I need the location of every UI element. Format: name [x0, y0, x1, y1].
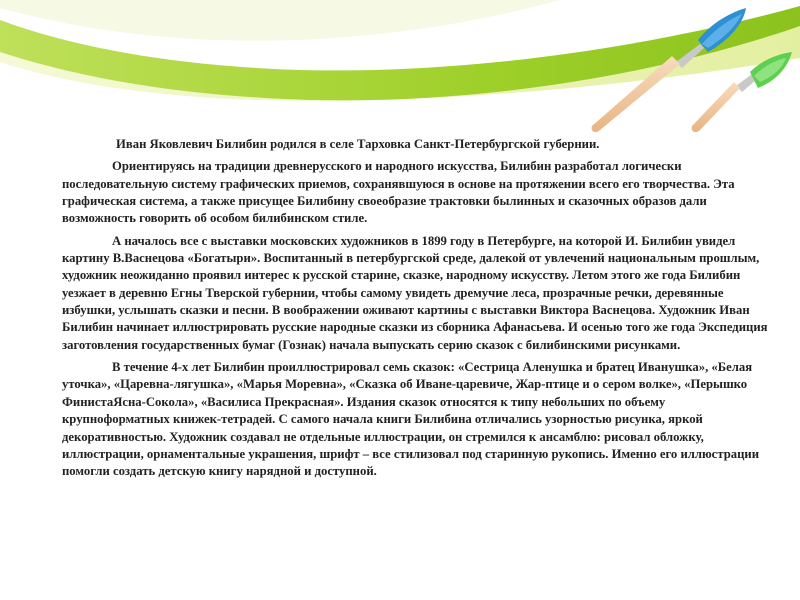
body-text [62, 136, 774, 481]
paragraph-style: Ориентируясь на традиции древнерусского и народного искусства, Билибин разработал логически последовательную систему графических приемов, сохранявшуюся в основе на протяжении всего его творчества. Эта графическая система, а также присущее Билибину своеобразие трактовки былинных и сказочных образов дали возможность говорить об особом билибинском стиле. [62, 159, 735, 226]
paragraph-exhibition: А началось все с выставки московских художников в 1899 году в Петербурге, на которой И. Билибин увидел картину В.Васнецова «Богатыри». Воспитанный в петербургской среде, далекой от увлечений национальным прошлым, художник неожиданно проявил интерес к русской старине, сказке, народному искусству. Летом этого же года Билибин уезжает в деревню Егны Тверской губернии, чтобы самому увидеть дремучие леса, прозрачные речки, деревянные избушки, услышать сказки и песни. В воображении оживают картины с выставки Виктора Васнецова. Художник Иван Билибин начинает иллюстрировать русские народные сказки из сборника Афанасьева. И осенью того же года Экспедиция заготовления государственных бумаг (Гознак) начала выпускать серию сказок с билибинскими рисунками. [62, 233, 768, 352]
paragraph-birth: Иван Яковлевич Билибин родился в селе Тарховка Санкт-Петербургской губернии. [116, 137, 600, 151]
paragraph-fairy-tales: В течение 4-х лет Билибин проиллюстрировал семь сказок: «Сестрица Аленушка и братец Иванушка», «Белая уточка», «Царевна-лягушка», «Марья Моревна», «Сказка об Иване-царевиче, Жар-птице и о сером волке», «Перышко ФинистаЯсна-Сокола», «Василиса Прекрасная». Издания сказок относятся к типу небольших по объему крупноформатных книжек-тетрадей. С самого начала книги Билибина отличались узорностью рисунка, яркой декоративностью. Художник создавал не отдельные иллюстрации, он стремился к ансамблю: рисовал обложку, иллюстрации, орнаментальные украшения, шрифт – все стилизовал под старинную рукопись. Именно его иллюстрации помогли создать детскую книгу нарядной и доступной. [62, 360, 760, 479]
